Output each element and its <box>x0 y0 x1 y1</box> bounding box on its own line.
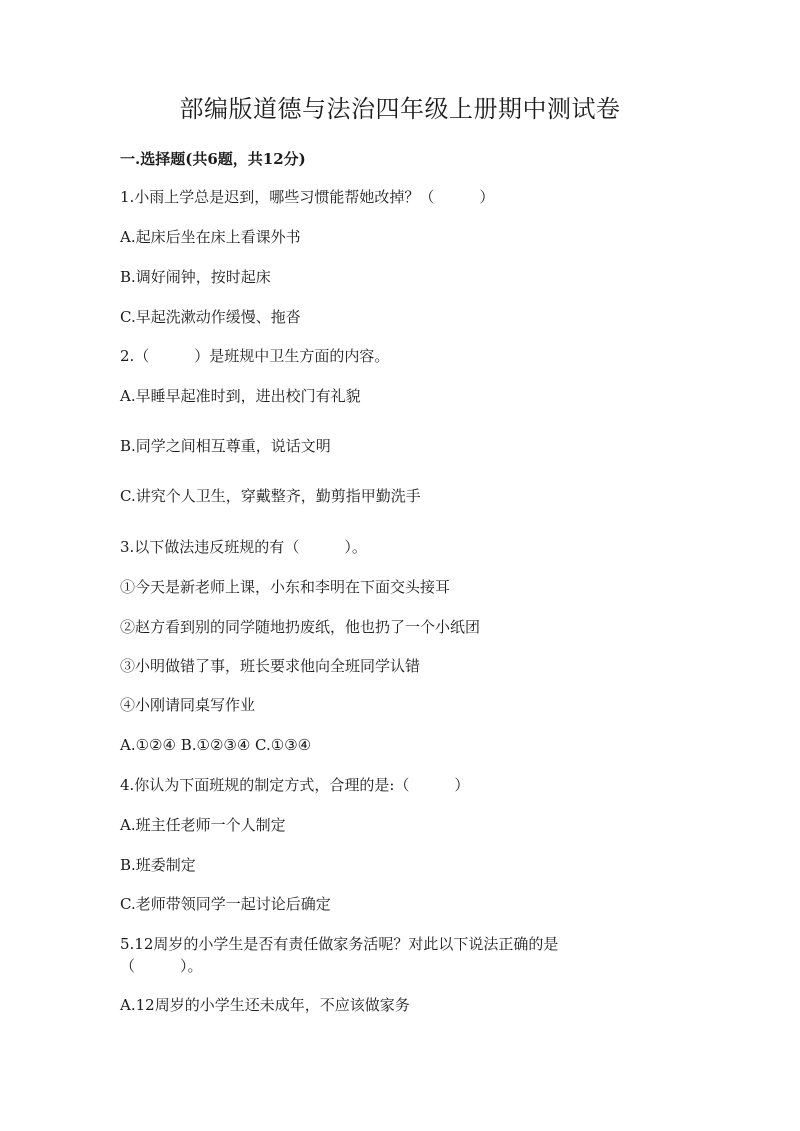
question-3-item-4: ④小刚请同桌写作业 <box>120 696 256 714</box>
question-4-stem: 4.你认为下面班规的制定方式，合理的是:（ ） <box>120 776 470 794</box>
section-heading: 一.选择题(共6题，共12分) <box>120 150 306 168</box>
question-4-option-c: C.老师带领同学一起讨论后确定 <box>120 895 331 913</box>
question-1-option-b: B.调好闹钟，按时起床 <box>120 268 271 286</box>
question-5-stem-line-2: （ ）。 <box>120 957 203 975</box>
question-2-option-b: B.同学之间相互尊重，说话文明 <box>120 437 331 455</box>
question-1-option-a: A.起床后坐在床上看课外书 <box>120 228 301 246</box>
question-4-option-a: A.班主任老师一个人制定 <box>120 816 286 834</box>
question-1-option-c: C.早起洗漱动作缓慢、拖沓 <box>120 308 301 326</box>
question-5-option-a: A.12周岁的小学生还未成年，不应该做家务 <box>120 996 410 1014</box>
question-3-options: A.①②④ B.①②③④ C.①③④ <box>120 736 312 754</box>
question-3-item-2: ②赵方看到别的同学随地扔废纸，他也扔了一个小纸团 <box>120 618 481 636</box>
question-2-option-a: A.早睡早起准时到，进出校门有礼貌 <box>120 387 361 405</box>
question-5-stem-line-1: 5.12周岁的小学生是否有责任做家务活呢？对此以下说法正确的是 <box>120 935 559 953</box>
question-2-stem: 2.（ ）是班规中卫生方面的内容。 <box>120 347 390 365</box>
page-title: 部编版道德与法治四年级上册期中测试卷 <box>179 95 621 123</box>
question-3-stem: 3.以下做法违反班规的有（ ）。 <box>120 538 367 556</box>
question-4-option-b: B.班委制定 <box>120 856 196 874</box>
question-3-item-3: ③小明做错了事，班长要求他向全班同学认错 <box>120 657 421 675</box>
question-3-item-1: ①今天是新老师上课，小东和李明在下面交头接耳 <box>120 578 451 596</box>
question-1-stem: 1.小雨上学总是迟到，哪些习惯能帮她改掉？（ ） <box>120 188 495 206</box>
question-2-option-c: C.讲究个人卫生，穿戴整齐，勤剪指甲勤洗手 <box>120 487 421 505</box>
